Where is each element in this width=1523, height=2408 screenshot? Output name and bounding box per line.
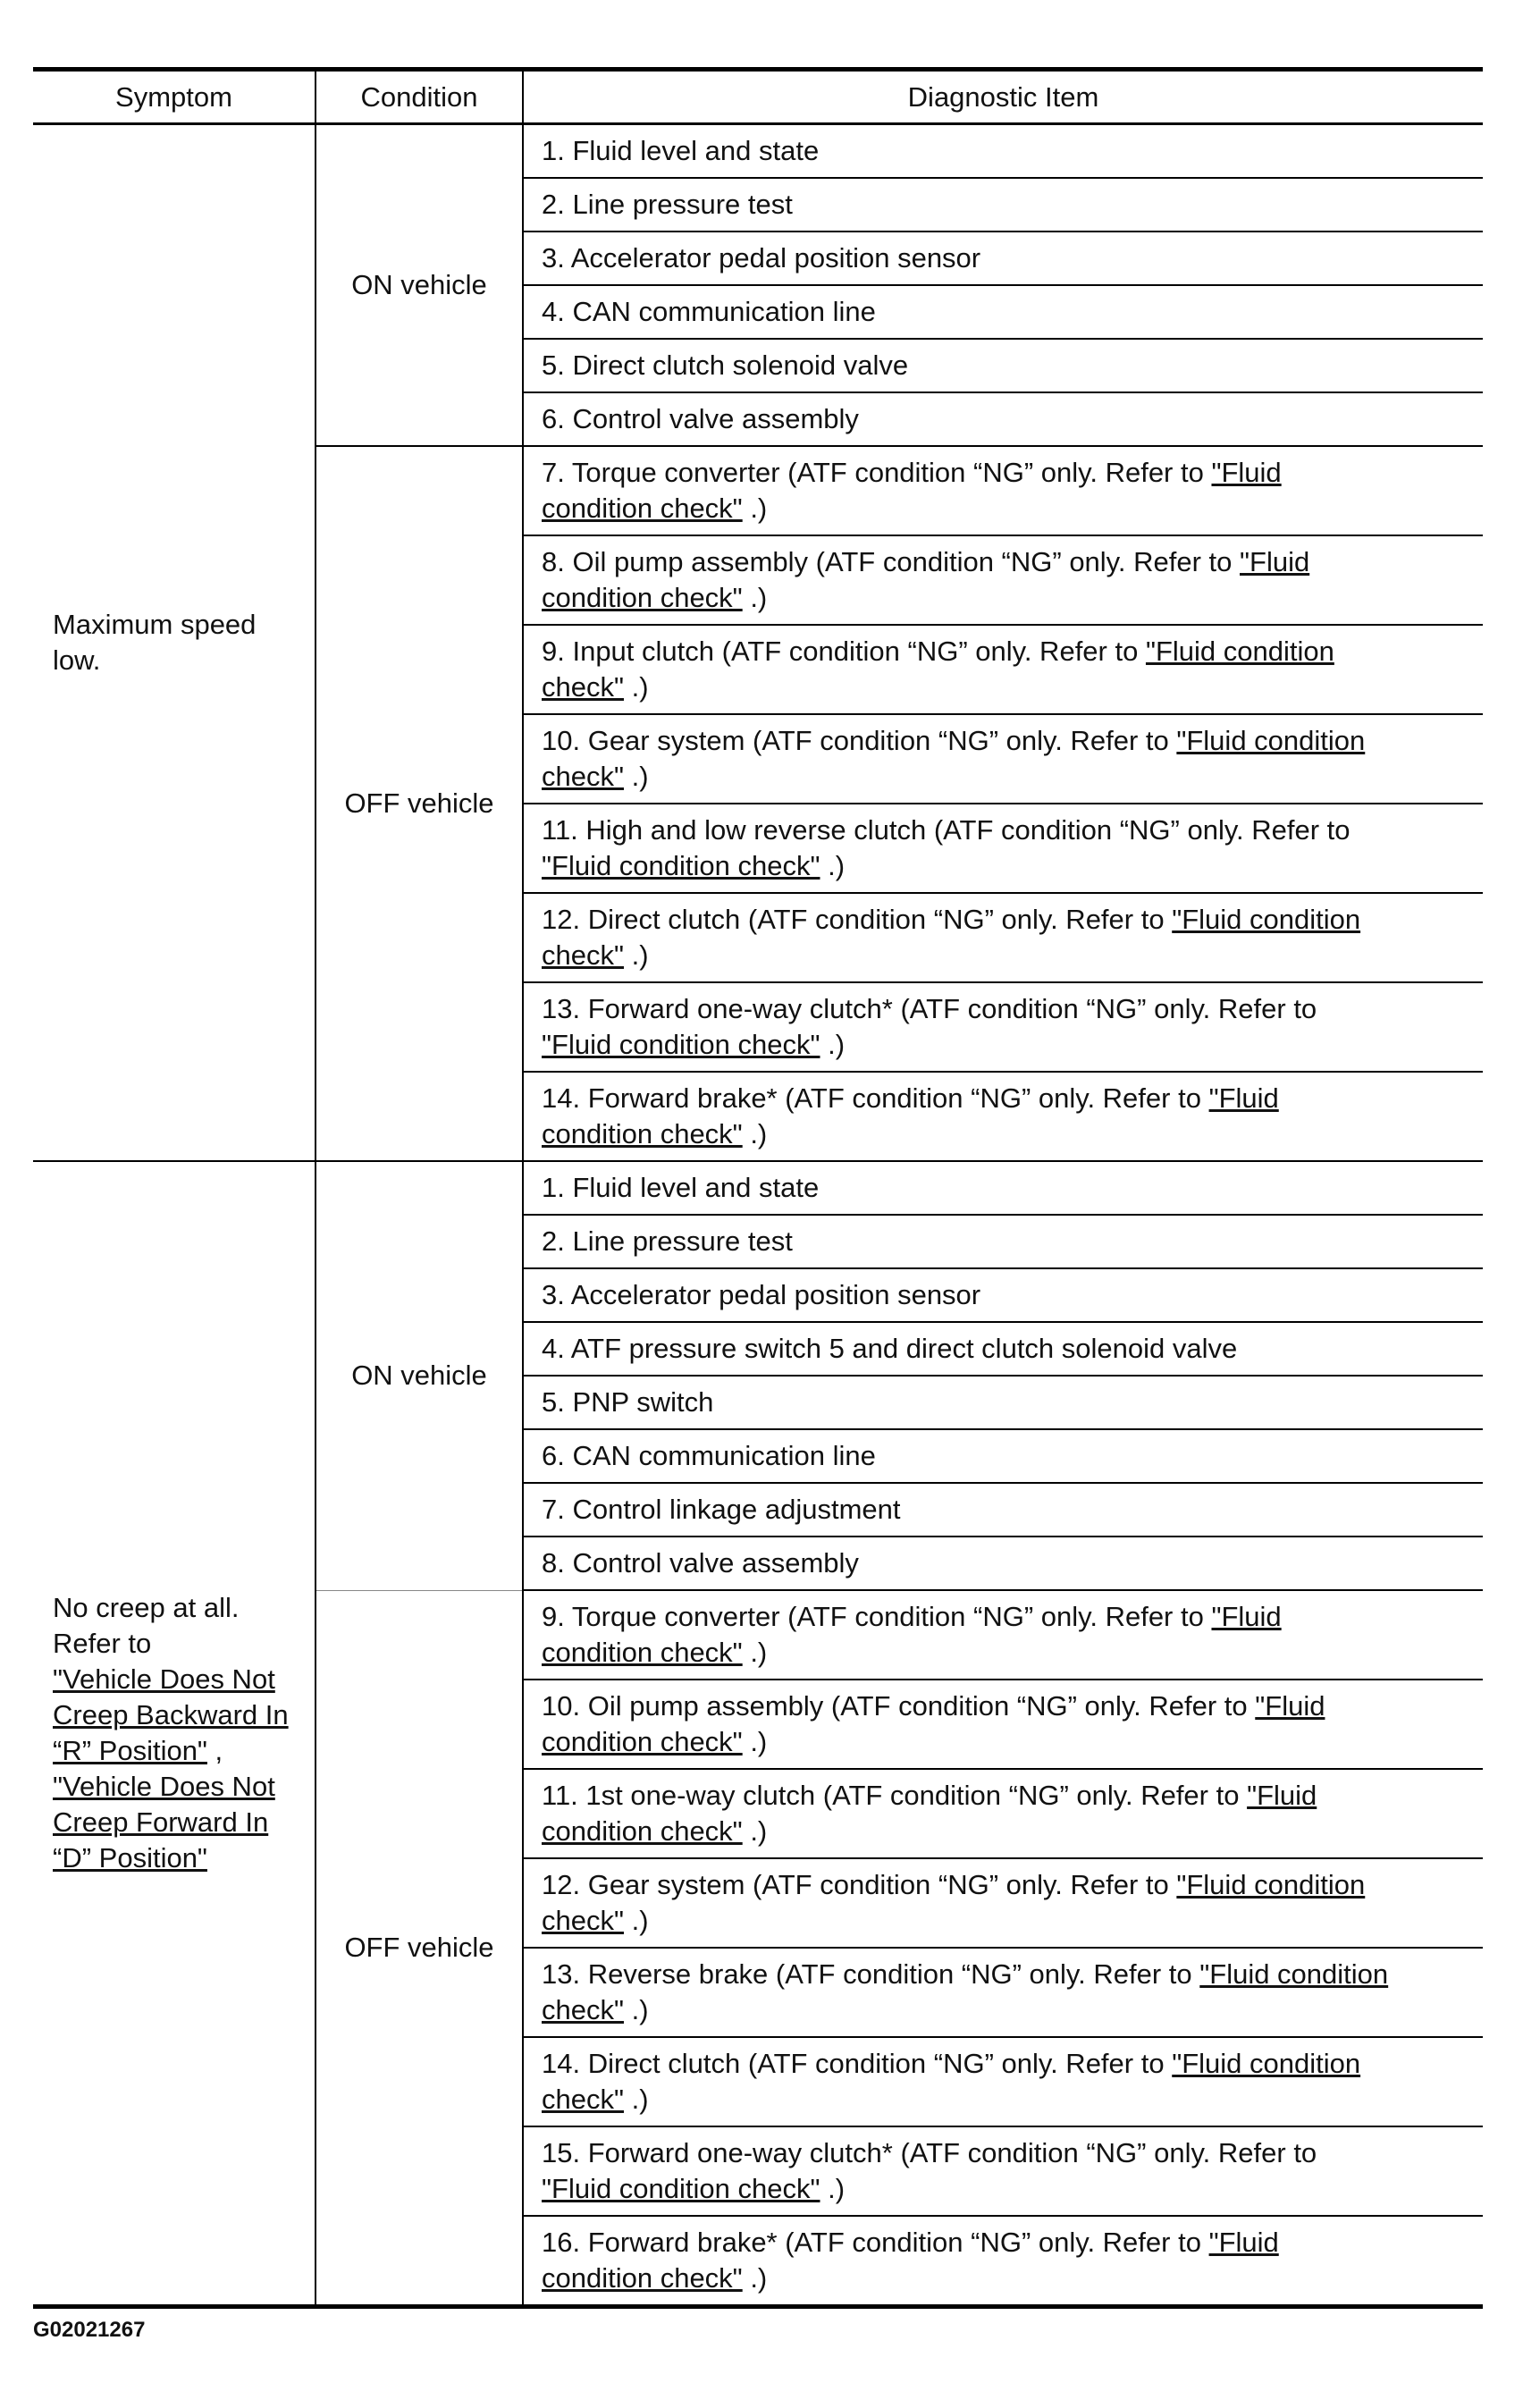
fluid-condition-check-link[interactable]: "Fluid condition check" bbox=[542, 2048, 1361, 2115]
item-suffix: .) bbox=[624, 1994, 649, 2025]
header-condition: Condition bbox=[316, 70, 523, 124]
item-text: 9. Torque converter (ATF condition “NG” only. Refer to bbox=[542, 1601, 1212, 1632]
symptom-text: No creep at all. Refer to bbox=[53, 1592, 240, 1659]
item-text: 11. 1st one-way clutch (ATF condition “NG” only. Refer to bbox=[542, 1780, 1248, 1811]
diagnostic-item: 2. Line pressure test bbox=[523, 1215, 1483, 1268]
fluid-condition-check-link[interactable]: "Fluid condition check" bbox=[542, 1029, 820, 1060]
symptom-cell-no-creep bbox=[33, 1161, 316, 2307]
fluid-condition-check-link[interactable]: "Fluid condition check" bbox=[542, 1601, 1282, 1668]
condition-on-vehicle bbox=[316, 124, 523, 447]
diagnostic-item bbox=[523, 804, 1483, 893]
diagnostic-item bbox=[523, 2216, 1483, 2307]
condition-on-vehicle bbox=[316, 1161, 523, 1590]
table-header-row bbox=[33, 70, 1483, 124]
diagnostic-item bbox=[523, 2037, 1483, 2126]
diagnostic-item: 2. Line pressure test bbox=[523, 178, 1483, 232]
diagnostic-item: 3. Accelerator pedal position sensor bbox=[523, 1268, 1483, 1322]
diagnostic-item bbox=[523, 1590, 1483, 1680]
fluid-condition-check-link[interactable]: "Fluid condition check" bbox=[542, 904, 1361, 971]
diagnostic-item: 4. CAN communication line bbox=[523, 285, 1483, 339]
vehicle-does-not-creep-backward-link[interactable]: "Vehicle Does Not Creep Backward In “R” Position" bbox=[53, 1663, 289, 1766]
condition-off-vehicle bbox=[316, 446, 523, 1161]
item-text: 9. Input clutch (ATF condition “NG” only. Refer to bbox=[542, 636, 1146, 667]
item-suffix: .) bbox=[820, 1029, 846, 1060]
item-suffix: .) bbox=[742, 1637, 768, 1668]
condition-label: ON vehicle bbox=[351, 1360, 487, 1392]
item-suffix: .) bbox=[624, 1905, 649, 1936]
diagnostic-item: 3. Accelerator pedal position sensor bbox=[523, 232, 1483, 285]
condition-label: OFF vehicle bbox=[344, 1931, 494, 1963]
diagnostic-item: 1. Fluid level and state bbox=[523, 124, 1483, 179]
fluid-condition-check-link[interactable]: "Fluid condition check" bbox=[542, 546, 1310, 613]
diagnostic-item bbox=[523, 1769, 1483, 1858]
item-text: 8. Oil pump assembly (ATF condition “NG” only. Refer to bbox=[542, 546, 1240, 577]
item-text: 15. Forward one-way clutch* (ATF condition “NG” only. Refer to bbox=[542, 2137, 1317, 2168]
item-text: 14. Direct clutch (ATF condition “NG” only. Refer to bbox=[542, 2048, 1173, 2079]
condition-label: ON vehicle bbox=[351, 269, 487, 300]
diagnostic-item: 1. Fluid level and state bbox=[523, 1161, 1483, 1215]
table-row bbox=[33, 1161, 1483, 1215]
diagnostic-item: 4. ATF pressure switch 5 and direct clutch solenoid valve bbox=[523, 1322, 1483, 1376]
fluid-condition-check-link[interactable]: "Fluid condition check" bbox=[542, 1958, 1389, 2025]
diagnostic-item: 5. PNP switch bbox=[523, 1376, 1483, 1429]
diagnostic-item bbox=[523, 1948, 1483, 2037]
item-suffix: .) bbox=[742, 582, 768, 613]
symptom-separator: , bbox=[206, 1735, 223, 1766]
item-suffix: .) bbox=[742, 1726, 768, 1757]
item-suffix: .) bbox=[742, 2262, 768, 2294]
fluid-condition-check-link[interactable]: "Fluid condition check" bbox=[542, 850, 820, 881]
item-suffix: .) bbox=[624, 761, 649, 792]
fluid-condition-check-link[interactable]: "Fluid condition check" bbox=[542, 2173, 820, 2204]
diagnostic-table bbox=[33, 67, 1483, 2309]
item-suffix: .) bbox=[624, 671, 649, 703]
item-text: 10. Gear system (ATF condition “NG” only. Refer to bbox=[542, 725, 1177, 756]
fluid-condition-check-link[interactable]: "Fluid condition check" bbox=[542, 725, 1366, 792]
diagnostic-item bbox=[523, 535, 1483, 625]
item-text: 12. Direct clutch (ATF condition “NG” only. Refer to bbox=[542, 904, 1173, 935]
item-suffix: .) bbox=[820, 850, 846, 881]
fluid-condition-check-link[interactable]: "Fluid condition check" bbox=[542, 457, 1282, 524]
item-text: 13. Forward one-way clutch* (ATF condition “NG” only. Refer to bbox=[542, 993, 1317, 1024]
fluid-condition-check-link[interactable]: "Fluid condition check" bbox=[542, 1690, 1325, 1757]
fluid-condition-check-link[interactable]: "Fluid condition check" bbox=[542, 1780, 1317, 1847]
diagnostic-item bbox=[523, 1072, 1483, 1161]
item-text: 16. Forward brake* (ATF condition “NG” only. Refer to bbox=[542, 2227, 1209, 2258]
diagnostic-item: 6. CAN communication line bbox=[523, 1429, 1483, 1483]
diagnostic-item bbox=[523, 714, 1483, 804]
diagnostic-item bbox=[523, 2126, 1483, 2216]
diagnostic-item bbox=[523, 446, 1483, 535]
diagnostic-item bbox=[523, 893, 1483, 982]
diagnostic-item: 6. Control valve assembly bbox=[523, 392, 1483, 446]
diagnostic-item bbox=[523, 1858, 1483, 1948]
item-text: 13. Reverse brake (ATF condition “NG” only. Refer to bbox=[542, 1958, 1200, 1990]
item-text: 14. Forward brake* (ATF condition “NG” only. Refer to bbox=[542, 1082, 1209, 1114]
item-text: 10. Oil pump assembly (ATF condition “NG” only. Refer to bbox=[542, 1690, 1256, 1722]
item-suffix: .) bbox=[742, 1118, 768, 1149]
table-row bbox=[33, 124, 1483, 179]
item-text: 7. Torque converter (ATF condition “NG” only. Refer to bbox=[542, 457, 1212, 488]
symptom-text: Maximum speed low. bbox=[53, 609, 257, 676]
header-symptom: Symptom bbox=[33, 70, 316, 124]
diagnostic-item: 8. Control valve assembly bbox=[523, 1537, 1483, 1590]
diagnostic-item bbox=[523, 982, 1483, 1072]
item-suffix: .) bbox=[820, 2173, 846, 2204]
condition-label: OFF vehicle bbox=[344, 787, 494, 819]
fluid-condition-check-link[interactable]: "Fluid condition check" bbox=[542, 1082, 1279, 1149]
condition-off-vehicle bbox=[316, 1590, 523, 2307]
item-suffix: .) bbox=[624, 939, 649, 971]
item-text: 11. High and low reverse clutch (ATF condition “NG” only. Refer to bbox=[542, 814, 1351, 846]
fluid-condition-check-link[interactable]: "Fluid condition check" bbox=[542, 1869, 1366, 1936]
diagnostic-item: 5. Direct clutch solenoid valve bbox=[523, 339, 1483, 392]
header-diagnostic-item: Diagnostic Item bbox=[523, 70, 1483, 124]
item-text: 12. Gear system (ATF condition “NG” only. Refer to bbox=[542, 1869, 1177, 1900]
item-suffix: .) bbox=[742, 493, 768, 524]
fluid-condition-check-link[interactable]: "Fluid condition check" bbox=[542, 2227, 1279, 2294]
item-suffix: .) bbox=[742, 1815, 768, 1847]
diagnostic-item bbox=[523, 1680, 1483, 1769]
fluid-condition-check-link[interactable]: "Fluid condition check" bbox=[542, 636, 1334, 703]
symptom-cell-maximum-speed bbox=[33, 124, 316, 1162]
diagnostic-item bbox=[523, 625, 1483, 714]
figure-code: G02021267 bbox=[33, 2318, 146, 2342]
item-suffix: .) bbox=[624, 2084, 649, 2115]
diagnostic-item: 7. Control linkage adjustment bbox=[523, 1483, 1483, 1537]
vehicle-does-not-creep-forward-link[interactable]: "Vehicle Does Not Creep Forward In “D” Position" bbox=[53, 1771, 275, 1873]
